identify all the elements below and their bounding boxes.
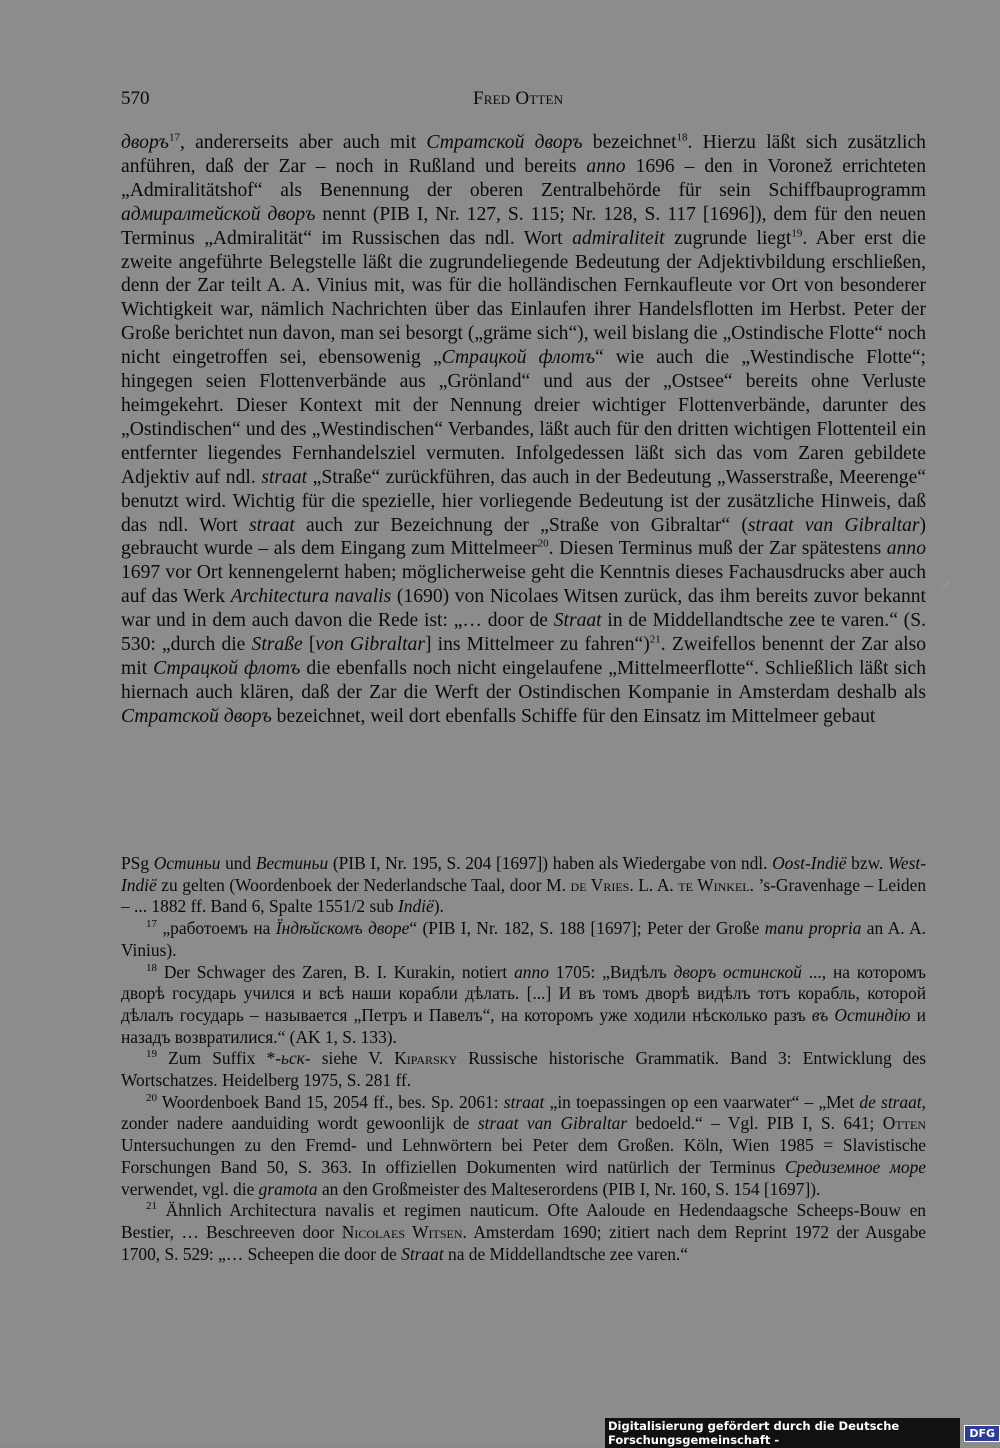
footnote-17: $^{17}$ „работоемъ на Їндѣйскомъ дворе“ (PIB I, Nr. 182, S. 188 [1697]; Peter der Große manu propria an A. A. Vinius).: [121, 918, 926, 960]
footnote-19: $^{19}$ Zum Suffix *-ьск- siehe V. Kiparsky Russische historische Grammatik. Band 3: Entwicklung des Wortschatzes. Heidelberg 1975, S. 281 ff.: [121, 1048, 926, 1091]
dfg-logo: DFG: [964, 1425, 1000, 1442]
running-head: Fred Otten: [473, 88, 564, 109]
page-number: 570: [121, 88, 150, 109]
footnote-20: $^{20}$ Woordenboek Band 15, 2054 ff., bes. Sp. 2061: straat „in toepassingen op een vaarwater“ – „Met de straat, zonder nadere aanduiding wordt gewoonlijk de straat van Gibraltar bedoeld.“ – Vgl. PIB I, S. 641; Otten Untersuchungen zu den Fremd- und Lehnwörtern bei Peter dem Großen. Köln, Wien 1985 = Slavistische Forschungen Band 50, S. 363. In offiziellen Dokumenten wird natürlich der Terminus Средиземное море verwendet, vgl. die gramota an den Großmeister des Malteserordens (PIB I, Nr. 160, S. 154 [1697]).: [121, 1091, 927, 1199]
funding-text: Digitalisierung gefördert durch die Deutsche Forschungsgemeinschaft -: [605, 1418, 960, 1448]
main-text: [121, 131, 926, 729]
footnote-continuation: PSg Остиньи und Вестиньи (PIB I, Nr. 195, S. 204 [1697]) haben als Wiedergabe von ndl. Oost-Indië bzw. West-Indië zu gelten (Woordenboek der Nederlandsche Taal, door M. de Vries. L. A. te Winkel. ’s-Gravenhage – Leiden – ... 1882 ff. Band 6, Spalte 1551/2 sub Indië).: [121, 853, 927, 917]
footnote-18: $^{18}$ Der Schwager des Zaren, B. I. Kurakin, notiert anno 1705: „Видѣлъ дворъ остинской ..., на которомъ дворѣ государь учился и всѣ наши корабли дѣлать. [...] И въ томъ дворѣ видѣлъ тотъ корабль, которой дѣлалъ государь – называется „Петръ и Павелъ“, на которомъ уже ходили нѣсколько разъ въ Остиндію и назадъ возвратилися.“ (AK 1, S. 133).: [121, 961, 926, 1047]
footnotes: [121, 853, 926, 1265]
footnote-21: $^{21}$ Ähnlich Architectura navalis et regimen nauticum. Ofte Aaloude en Hedendaagsche Scheeps-Bouw en Bestier, … Beschreeven door Nicolaes Witsen. Amsterdam 1690; zitiert nach dem Reprint 1972 der Ausgabe 1700, S. 529: „… Scheepen die door de Straat na de Middellandtsche zee varen.“: [121, 1200, 926, 1264]
funding-footer: [605, 1419, 1000, 1447]
margin-mark: ⁄: [944, 578, 947, 595]
body-paragraph: дворъ$^{17}$, andererseits aber auch mit Стратской дворъ bezeichnet$^{18}$. Hierzu läßt sich zusätzlich anführen, daß der Zar – noch in Rußland und bereits anno 1696 – den in Voronež errichteten „Admiralitätshof“ als Benennung der oberen Zentralbehörde für sein Schiffbauprogramm адмиралтейской дворъ nennt (PIB I, Nr. 127, S. 115; Nr. 128, S. 117 [1696]), dem für den neuen Terminus „Admiralität“ im Russischen das ndl. Wort admiraliteit zugrunde liegt$^{19}$. Aber erst die zweite angeführte Belegstelle läßt die zugrundeliegende Bedeutung der Adjektivbildung erschließen, denn der Zar teilt A. A. Vinius mit, was für die holländischen Fernkaufleute vor Ort von besonderer Wichtigkeit war, nämlich Nachrichten über das Einlaufen ihrer Handelsflotten im Herbst. Peter der Große berichtet nun davon, man sei besorgt („gräme sich“), weil bislang die „Ostindische Flotte“ noch nicht eingetroffen sei, ebensowenig „Страцкой флотъ“ wie auch die „Westindische Flotte“; hingegen seien Flottenverbände aus „Grönland“ und aus der „Ostsee“ bereits ohne Verluste heimgekehrt. Dieser Kontext mit der Nennung dreier wichtiger Flottenverbände, darunter des „Ostindischen“ und des „Westindischen“ Verbandes, läßt auch für den dritten wichtigen Flottenteil ein entfernter liegendes Fernhandelsziel vermuten. Infolgedessen läßt sich das vom Zaren gebildete Adjektiv auf ndl. straat „Straße“ zurückführen, das auch in der Bedeutung „Wasserstraße, Meerenge“ benutzt wird. Wichtig für die spezielle, hier vorliegende Bedeutung ist der zusätzliche Hinweis, daß das ndl. Wort straat auch zur Bezeichnung der „Straße von Gibraltar“ (straat van Gibraltar) gebraucht wurde – als dem Eingang zum Mittelmeer$^{20}$. Diesen Terminus muß der Zar spätestens anno 1697 vor Ort kennengelernt haben; möglicherweise geht die Kenntnis dieses Fachausdrucks aber auch auf das Werk Architectura navalis (1690) von Nicolaes Witsen zurück, das ihm bereits zuvor bekannt war und in dem auch davon die Rede ist: „… door de Straat in de Middellandtsche zee te varen.“ (S. 530: „durch die Straße [von Gibraltar] ins Mittelmeer zu fahren“)$^{21}$. Zweifellos benennt der Zar also mit Страцкой флотъ die ebenfalls noch nicht eingelaufene „Mittelmeerflotte“. Schließlich läßt sich hiernach auch klären, daß der Zar die Werft der Ostindischen Kompanie in Amsterdam deshalb als Стратской дворъ bezeichnet, weil dort ebenfalls Schiffe für den Einsatz im Mittelmeer gebaut: [121, 131, 927, 727]
